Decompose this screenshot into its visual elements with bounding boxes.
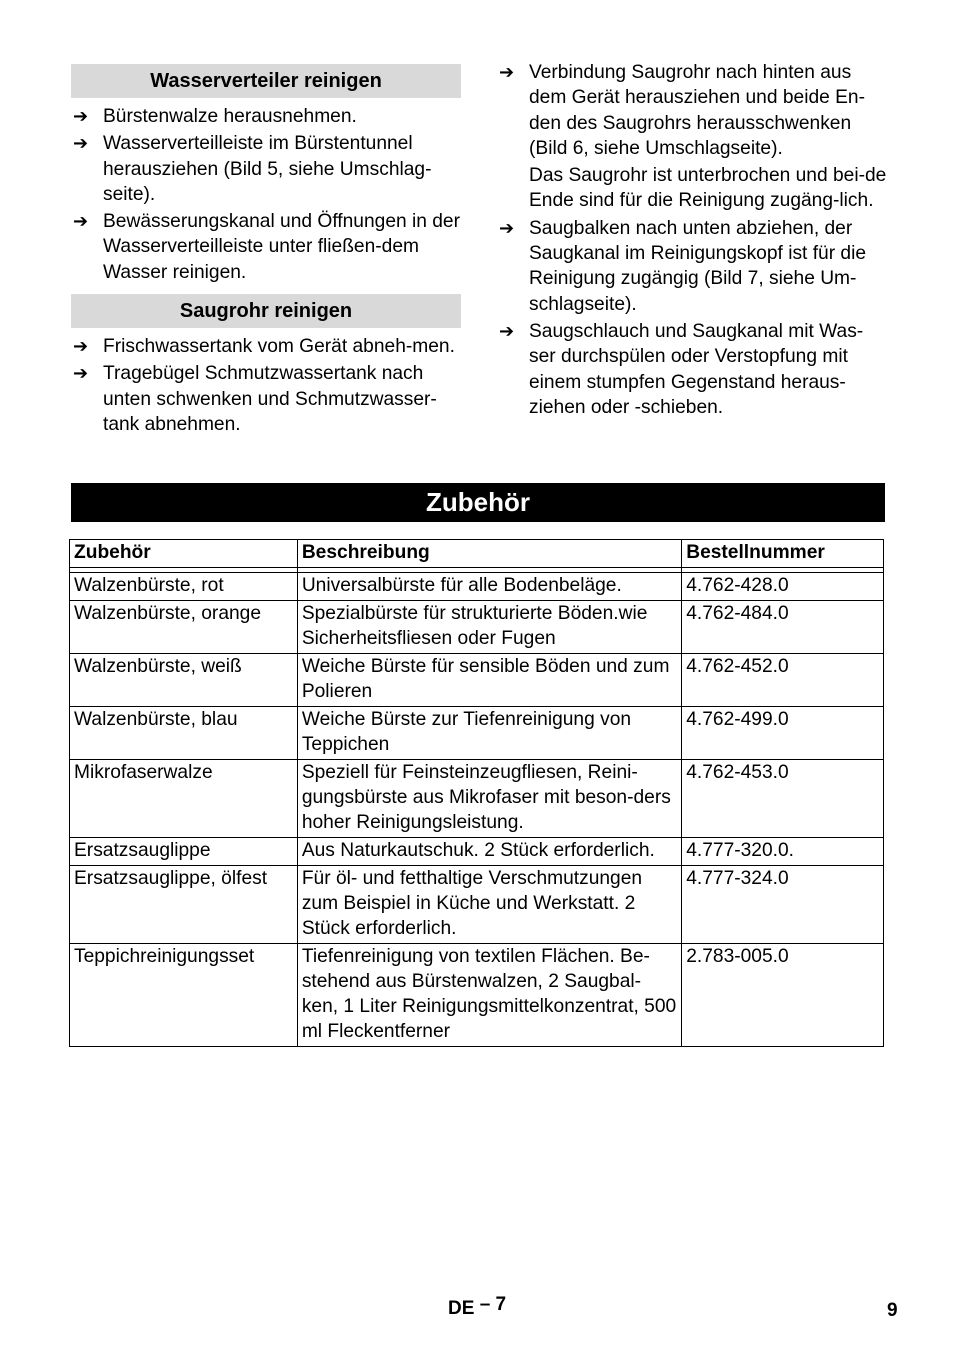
list-item bbox=[71, 104, 461, 129]
right-column bbox=[497, 58, 889, 420]
arrow-right-icon: ➔ bbox=[73, 363, 89, 384]
list-item bbox=[71, 361, 461, 437]
section-heading-wasserverteiler: Wasserverteiler reinigen bbox=[71, 64, 461, 98]
cell-description: Für öl- und fetthaltige Verschmutzungen zum Beispiel in Küche und Werkstatt. 2 Stück erforderlich. bbox=[297, 866, 681, 944]
table-row bbox=[70, 944, 884, 1047]
arrow-right-icon: ➔ bbox=[73, 106, 89, 126]
cell-order-number: 4.762-452.0 bbox=[682, 654, 884, 707]
table-header-row bbox=[70, 540, 884, 568]
page-footer-reference bbox=[448, 1294, 507, 1320]
step-text: Bürstenwalze herausnehmen. bbox=[103, 106, 357, 127]
wasserverteiler-steps bbox=[71, 104, 461, 285]
column-header-bestellnummer: Bestellnummer bbox=[682, 540, 884, 568]
cell-order-number: 4.762-453.0 bbox=[682, 760, 884, 838]
language-code: DE bbox=[448, 1298, 475, 1319]
arrow-right-icon: ➔ bbox=[499, 320, 515, 341]
cell-description: Weiche Bürste zur Tiefenreinigung von Teppichen bbox=[297, 707, 681, 760]
section-page-ref: – 7 bbox=[479, 1294, 507, 1315]
table-row bbox=[70, 838, 884, 866]
page-number: 9 bbox=[887, 1300, 898, 1321]
cell-description: Universalbürste für alle Bodenbeläge. bbox=[297, 573, 681, 601]
list-item bbox=[71, 131, 461, 207]
cell-accessory: Ersatzsauglippe bbox=[70, 838, 298, 866]
cell-description: Spezialbürste für strukturierte Böden.wie Sicherheitsfliesen oder Fugen bbox=[297, 601, 681, 654]
cell-order-number: 4.777-320.0. bbox=[682, 838, 884, 866]
step-text: Saugbalken nach unten abziehen, der Saugkanal im Reinigungskopf ist für die Reinigung zugängig (Bild 7, siehe Um-schlagseite). bbox=[529, 217, 867, 315]
cell-accessory: Walzenbürste, weiß bbox=[70, 654, 298, 707]
cell-description: Weiche Bürste für sensible Böden und zum Polieren bbox=[297, 654, 681, 707]
cell-description: Tiefenreinigung von textilen Flächen. Be-stehend aus Bürstenwalzen, 2 Saugbal-ken, 1 Liter Reinigungsmittelkonzentrat, 500 ml Fleckentferner bbox=[297, 944, 681, 1047]
saugrohr-steps bbox=[71, 334, 461, 437]
cell-order-number: 4.762-428.0 bbox=[682, 573, 884, 601]
cell-order-number: 4.762-484.0 bbox=[682, 601, 884, 654]
table-row bbox=[70, 760, 884, 838]
step-text: Frischwassertank vom Gerät abneh-men. bbox=[103, 336, 455, 358]
step-text: Wasserverteilleiste im Bürstentunnel herausziehen (Bild 5, siehe Umschlag-seite). bbox=[103, 133, 432, 205]
table-row bbox=[70, 573, 884, 601]
saugrohr-steps-continued bbox=[497, 60, 889, 420]
arrow-right-icon: ➔ bbox=[73, 133, 89, 154]
cell-accessory: Mikrofaserwalze bbox=[70, 760, 298, 838]
step-text: Verbindung Saugrohr nach hinten aus dem Gerät herausziehen und beide En-den des Saugrohrs herausschwenken (Bild 6, siehe Umschlagseite). bbox=[529, 62, 865, 159]
arrow-right-icon: ➔ bbox=[499, 62, 515, 82]
list-item bbox=[497, 319, 889, 420]
list-item bbox=[497, 216, 889, 317]
table-row bbox=[70, 601, 884, 654]
cell-accessory: Ersatzsauglippe, ölfest bbox=[70, 866, 298, 944]
cell-accessory: Walzenbürste, rot bbox=[70, 573, 298, 601]
accessories-table bbox=[69, 539, 884, 1047]
list-item bbox=[71, 334, 461, 359]
cell-order-number: 4.777-324.0 bbox=[682, 866, 884, 944]
list-item bbox=[497, 60, 889, 214]
cell-order-number: 2.783-005.0 bbox=[682, 944, 884, 1047]
step-text: Bewässerungskanal und Öffnungen in der Wasserverteilleiste unter fließen-dem Wasser reinigen. bbox=[103, 211, 460, 283]
cell-description: Speziell für Feinsteinzeugfliesen, Reini-gungsbürste aus Mikrofaser mit beson-ders hoher Reinigungsleistung. bbox=[297, 760, 681, 838]
arrow-right-icon: ➔ bbox=[73, 336, 89, 357]
left-column bbox=[71, 64, 461, 446]
table-row bbox=[70, 707, 884, 760]
column-header-zubehoer: Zubehör bbox=[70, 540, 298, 568]
arrow-right-icon: ➔ bbox=[73, 211, 89, 232]
column-header-beschreibung: Beschreibung bbox=[297, 540, 681, 568]
table-row bbox=[70, 654, 884, 707]
list-item bbox=[71, 209, 461, 285]
section-heading-saugrohr: Saugrohr reinigen bbox=[71, 294, 461, 328]
cell-order-number: 4.762-499.0 bbox=[682, 707, 884, 760]
table-row bbox=[70, 866, 884, 944]
arrow-right-icon: ➔ bbox=[499, 217, 515, 238]
cell-accessory: Teppichreinigungsset bbox=[70, 944, 298, 1047]
cell-accessory: Walzenbürste, blau bbox=[70, 707, 298, 760]
step-text: Tragebügel Schmutzwassertank nach unten schwenken und Schmutzwasser-tank abnehmen. bbox=[103, 363, 437, 435]
cell-accessory: Walzenbürste, orange bbox=[70, 601, 298, 654]
cell-description: Aus Naturkautschuk. 2 Stück erforderlich. bbox=[297, 838, 681, 866]
chapter-banner: Zubehör bbox=[71, 483, 885, 522]
step-text: Saugschlauch und Saugkanal mit Was-ser durchspülen oder Verstopfung mit einem stumpfen Gegenstand heraus-ziehen oder -schieben. bbox=[529, 320, 864, 418]
step-note: Das Saugrohr ist unterbrochen und bei-de Ende sind für die Reinigung zugäng-lich. bbox=[529, 165, 887, 212]
